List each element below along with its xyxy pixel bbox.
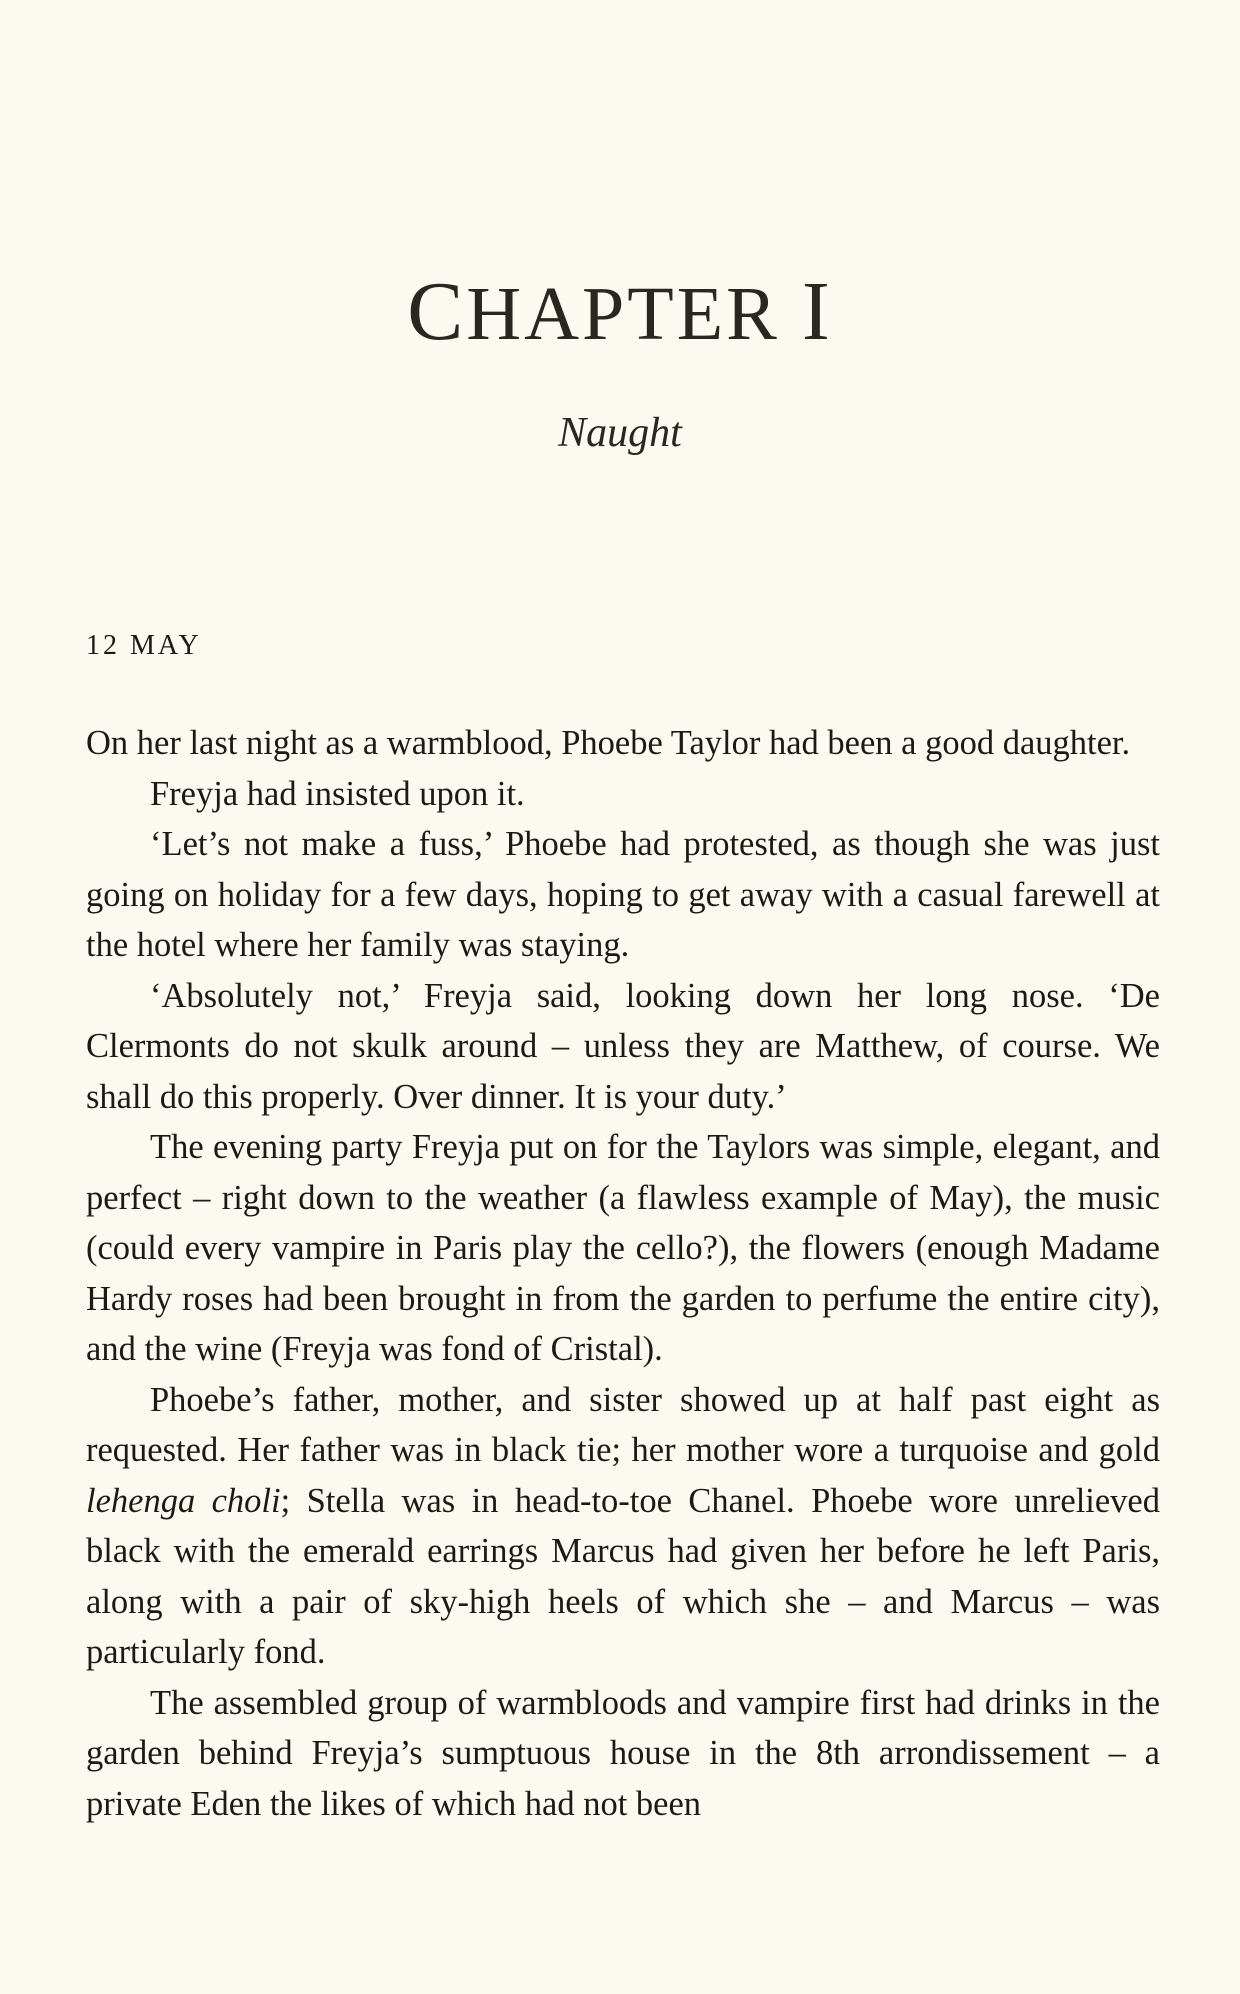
- paragraph-text: ; Stella was in head-to-toe Chanel. Phoebe wore unrelieved black with the emerald earrings Marcus had given her before he left Paris, along with a pair of sky-high heels of which she – and Marcus – was particularly fond.: [86, 1481, 1160, 1671]
- chapter-subtitle: Naught: [558, 410, 682, 456]
- paragraph: The assembled group of warmbloods and vampire first had drinks in the garden behind Freyja’s sumptuous house in the 8th arrondissement – a private Eden the likes of which had not been: [86, 1683, 1160, 1823]
- chapter-title: [0, 265, 1240, 358]
- paragraph: The evening party Freyja put on for the Taylors was simple, elegant, and perfect – right down to the weather (a flawless example of May), the music (could every vampire in Paris play the cello?), the flowers (enough Madame Hardy roses had been brought in from the garden to perfume the entire city), and the wine (Freyja was fond of Cristal).: [86, 1128, 1160, 1368]
- paragraph: On her last night as a warmblood, Phoebe Taylor had been a good daughter.: [86, 724, 1131, 762]
- paragraph: Freyja had insisted upon it.: [150, 774, 525, 813]
- paragraph: [86, 1375, 1160, 1678]
- paragraph-text: Phoebe’s father, mother, and sister showed up at half past eight as requested. Her father was in black tie; her mother wore a turquoise and gold: [86, 1380, 1160, 1469]
- date-heading: 12 MAY: [86, 630, 202, 661]
- chapter-title-initial: C: [407, 265, 467, 358]
- paragraph-italic-text: lehenga choli: [86, 1481, 281, 1520]
- chapter-title-word: HAPTER: [466, 272, 780, 356]
- body-text: [86, 718, 1160, 1829]
- chapter-number: I: [801, 265, 833, 358]
- paragraph: ‘Let’s not make a fuss,’ Phoebe had protested, as though she was just going on holiday for a few days, hoping to get away with a casual farewell at the hotel where her family was staying.: [86, 825, 1160, 964]
- paragraph: ‘Absolutely not,’ Freyja said, looking down her long nose. ‘De Clermonts do not skulk around – unless they are Matthew, of course. We shall do this properly. Over dinner. It is your duty.’: [86, 976, 1160, 1116]
